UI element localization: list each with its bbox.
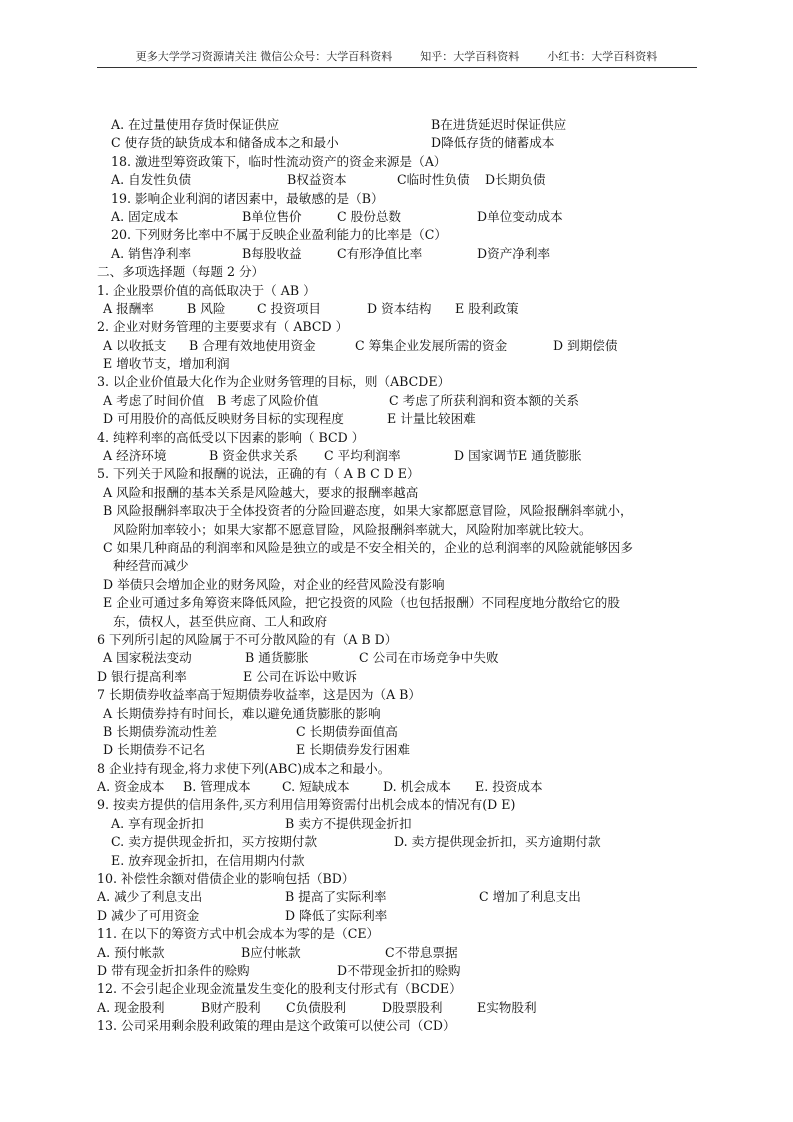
text-segment: E 企业可通过多角筹资来降低风险，把它投资的风险（也包括报酬）不同程度地分散给它的股 — [103, 595, 620, 611]
text-segment: E. 放弃现金折扣，在信用期内付款 — [111, 852, 305, 868]
text-segment: D 资本结构 — [367, 300, 432, 316]
text-segment: E 通货膨胀 — [518, 448, 582, 464]
text-segment: C有形净值比率 — [337, 245, 423, 261]
text-segment: E 计量比较困难 — [387, 411, 476, 427]
text-segment: E 股利政策 — [455, 300, 519, 316]
text-line — [97, 318, 717, 336]
text-segment: 风险附加率较小；如果大家都不愿意冒险，风险报酬斜率就大，风险附加率就比较大。 — [113, 521, 592, 537]
text-segment: 3. 以企业价值最大化作为企业财务管理的目标，则（ABCDE） — [97, 374, 451, 390]
text-segment: A. 销售净利率 — [111, 245, 192, 261]
text-line — [97, 980, 717, 998]
text-segment: 5. 下列关于风险和报酬的说法，正确的有（ A B C D E） — [97, 466, 420, 482]
text-segment: D 银行提高利率 — [97, 668, 187, 684]
text-line — [97, 907, 717, 925]
text-segment: E实物股利 — [477, 999, 537, 1015]
text-segment: C临时性负债 — [397, 172, 470, 188]
text-segment: A. 减少了利息支出 — [97, 889, 203, 905]
text-line — [97, 300, 717, 318]
text-segment: D 举债只会增加企业的财务风险，对企业的经营风险没有影响 — [103, 576, 445, 592]
text-line — [97, 373, 717, 391]
text-segment: C 投资项目 — [257, 300, 322, 316]
text-segment: B权益资本 — [287, 172, 347, 188]
text-segment: A. 在过量使用存货时保证供应 — [111, 117, 280, 132]
text-segment: 9. 按卖方提供的信用条件,买方利用信用筹资需付出机会成本的情况有(D E) — [97, 797, 516, 813]
text-segment: A. 现金股利 — [97, 999, 165, 1015]
document-body — [97, 116, 717, 1036]
text-segment: 18. 激进型筹资政策下，临时性流动资产的资金来源是（A） — [111, 153, 447, 169]
text-line — [97, 631, 717, 649]
text-segment: A 国家税法变动 — [103, 650, 192, 666]
header-zhihu: 知乎：大学百科资料 — [420, 50, 520, 63]
text-segment: C 增加了利息支出 — [479, 889, 581, 905]
text-segment: B 提高了实际利率 — [285, 889, 387, 905]
text-segment: C 如果几种商品的利润率和风险是独立的或是不安全相关的，企业的总利润率的风险就能够因多 — [103, 539, 633, 555]
text-segment: C 使存货的缺货成本和储备成本之和最小 — [111, 135, 339, 151]
text-segment: B 长期债券流动性差 — [103, 723, 218, 739]
text-segment: 二、多项选择题（每题 2 分） — [97, 264, 265, 280]
header-xiaohongshu: 小红书：大学百科资料 — [547, 50, 658, 63]
text-line — [97, 282, 717, 300]
text-line — [97, 576, 717, 594]
text-segment: C 公司在市场竞争中失败 — [359, 650, 499, 666]
text-line — [97, 999, 717, 1017]
text-line — [97, 355, 717, 373]
text-segment: 19. 影响企业利润的诸因素中，最敏感的是（B） — [111, 190, 384, 206]
text-segment: C负债股利 — [286, 999, 347, 1015]
text-segment: C不带息票据 — [385, 944, 458, 960]
text-segment: D. 卖方提供现金折扣，买方逾期付款 — [394, 834, 601, 850]
text-segment: A 长期债券持有时间长，难以避免通货膨胀的影响 — [103, 705, 381, 721]
text-segment: 7 长期债券收益率高于短期债券收益率，这是因为（A B） — [97, 687, 422, 703]
text-segment: C. 卖方提供现金折扣，买方按期付款 — [111, 834, 318, 850]
text-line — [97, 484, 717, 502]
header-rule — [97, 67, 697, 68]
text-segment: 20. 下列财务比率中不属于反映企业盈利能力的比率是（C） — [111, 227, 447, 243]
text-line — [97, 337, 717, 355]
text-line — [97, 741, 717, 759]
text-segment: D 到期偿债 — [553, 337, 618, 353]
text-line — [97, 870, 717, 888]
text-segment: 4. 纯粹利率的高低受以下因素的影响（ BCD ） — [97, 429, 365, 445]
text-line — [97, 723, 717, 741]
text-segment: 13. 公司采用剩余股利政策的理由是这个政策可以使公司（CD） — [97, 1018, 456, 1034]
text-segment: A. 享有现金折扣 — [111, 815, 204, 831]
text-line — [97, 1017, 717, 1035]
text-segment: D. 机会成本 — [383, 779, 452, 795]
text-line — [97, 668, 717, 686]
text-segment: B应付帐款 — [241, 944, 301, 960]
text-line — [97, 613, 717, 631]
text-segment: 10. 补偿性余额对借债企业的影响包括（BD） — [97, 871, 355, 887]
text-line — [97, 171, 717, 189]
text-line — [97, 796, 717, 814]
text-line — [97, 447, 717, 465]
text-segment: D长期负债 — [485, 172, 546, 188]
text-segment: E 长期债券发行困难 — [296, 742, 410, 758]
text-segment: 种经营而减少 — [113, 558, 189, 574]
text-line — [97, 465, 717, 483]
text-segment: 东，债权人，甚至供应商、工人和政府 — [113, 613, 328, 629]
text-line — [97, 134, 717, 152]
text-line — [97, 521, 717, 539]
text-segment: B 考虑了风险价值 — [217, 392, 319, 408]
text-line — [97, 686, 717, 704]
text-line — [97, 815, 717, 833]
text-segment: C 股份总数 — [337, 208, 402, 224]
text-segment: B 资金供求关系 — [209, 448, 298, 464]
text-segment: A 报酬率 — [103, 300, 154, 316]
text-segment: A 考虑了时间价值 — [103, 392, 205, 408]
text-line — [97, 962, 717, 980]
text-line — [97, 410, 717, 428]
text-segment: B在进货延迟时保证供应 — [431, 117, 567, 132]
text-segment: B 卖方不提供现金折扣 — [285, 815, 412, 831]
text-segment: 2. 企业对财务管理的主要要求有（ ABCD ） — [97, 319, 349, 335]
text-line — [97, 760, 717, 778]
text-line — [97, 429, 717, 447]
text-line — [97, 925, 717, 943]
text-segment: C 考虑了所获利润和资本额的关系 — [389, 392, 579, 408]
text-segment: D降低存货的储蓄成本 — [431, 135, 555, 151]
text-segment: E 增收节支，增加利润 — [103, 356, 230, 372]
text-line — [97, 245, 717, 263]
text-segment: B. 管理成本 — [183, 779, 251, 795]
text-segment: D资产净利率 — [477, 245, 551, 261]
text-segment: C 筹集企业发展所需的资金 — [355, 337, 508, 353]
text-segment: B 风险报酬斜率取决于全体投资者的分险回避态度，如果大家都愿意冒险，风险报酬斜率就小， — [103, 503, 633, 519]
text-line — [97, 944, 717, 962]
text-line — [97, 502, 717, 520]
text-line — [97, 778, 717, 796]
text-segment: B 合理有效地使用资金 — [189, 337, 316, 353]
text-segment: D 长期债券不记名 — [103, 742, 206, 758]
text-line — [97, 208, 717, 226]
text-line — [97, 833, 717, 851]
text-line — [97, 888, 717, 906]
text-segment: D股票股利 — [382, 999, 443, 1015]
text-segment: D 国家调节 — [454, 448, 519, 464]
text-segment: D 降低了实际利率 — [285, 907, 388, 923]
text-segment: D 带有现金折扣条件的赊购 — [97, 962, 250, 978]
text-segment: A. 自发性负债 — [111, 172, 192, 188]
text-segment: A 风险和报酬的基本关系是风险越大，要求的报酬率越高 — [103, 484, 419, 500]
text-segment: D 可用股价的高低反映财务目标的实现程度 — [103, 411, 344, 427]
text-segment: 8 企业持有现金,将力求使下列(ABC)成本之和最小。 — [97, 760, 391, 776]
text-segment: 6 下列所引起的风险属于不可分散风险的有（A B D） — [97, 631, 398, 647]
text-line — [97, 392, 717, 410]
text-line — [97, 226, 717, 244]
text-segment: B 风险 — [187, 300, 226, 316]
text-line — [97, 190, 717, 208]
text-segment: B单位售价 — [242, 208, 302, 224]
text-segment: D单位变动成本 — [477, 208, 563, 224]
text-line — [97, 539, 717, 557]
text-line — [97, 594, 717, 612]
text-segment: 12. 不会引起企业现金流量发生变化的股利支付形式有（BCDE） — [97, 981, 462, 997]
text-segment: A 经济环境 — [103, 448, 167, 464]
text-segment: C 平均利润率 — [324, 448, 401, 464]
text-segment: E. 投资成本 — [475, 779, 543, 795]
text-segment: 11. 在以下的筹资方式中机会成本为零的是（CE） — [97, 926, 380, 942]
text-segment: B财产股利 — [201, 999, 261, 1015]
text-segment: D不带现金折扣的赊购 — [337, 962, 461, 978]
text-segment: B 通货膨胀 — [245, 650, 309, 666]
header-wechat: 更多大学学习资源请关注 微信公众号：大学百科资料 — [135, 50, 393, 63]
text-line — [97, 263, 717, 281]
text-segment: C 长期债券面值高 — [296, 723, 398, 739]
page-header — [0, 48, 793, 64]
text-segment: B每股收益 — [242, 245, 302, 261]
text-segment: A 以收抵支 — [103, 337, 167, 353]
text-segment: A. 资金成本 — [97, 779, 165, 795]
text-segment: E 公司在诉讼中败诉 — [243, 668, 357, 684]
text-segment: A. 预付帐款 — [97, 944, 165, 960]
text-line — [97, 649, 717, 667]
text-line — [97, 705, 717, 723]
text-segment: D 减少了可用资金 — [97, 907, 200, 923]
text-segment: C. 短缺成本 — [282, 779, 350, 795]
text-line — [97, 852, 717, 870]
text-line — [97, 116, 717, 134]
text-line — [97, 153, 717, 171]
text-segment: 1. 企业股票价值的高低取决于（ AB ） — [97, 282, 316, 298]
text-segment: A. 固定成本 — [111, 208, 179, 224]
text-line — [97, 557, 717, 575]
